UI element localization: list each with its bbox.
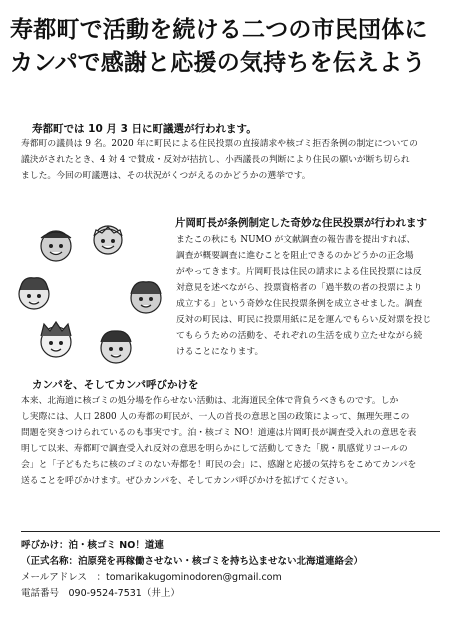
face-top-right (94, 226, 122, 254)
body-line: 議決がされたとき、4 対 4 で賛成・反対が拮抗し、小西議長の判断により住民の願いが断ち切られ (21, 155, 410, 165)
official-name: （正式名称：泊原発を再稼働させない・核ゴミを持ち込ませない北海道連絡会） (21, 556, 364, 567)
body-line: 寿都町の議員は 9 名。2020 年に町民による住民投票の直接請求や核ゴミ拒否条例の制定についての (21, 139, 418, 149)
section-heading-referendum: 片岡町長が条例制定した奇妙な住民投票が行われます (175, 217, 427, 229)
face-left (19, 278, 49, 309)
page-title (10, 14, 450, 80)
body-line: ました。今回の町議選は、その状況がくつがえるのかどうかの選挙です。 (21, 171, 311, 181)
section-body-election (21, 136, 446, 184)
section-body-referendum (176, 232, 446, 360)
face-right (131, 282, 161, 313)
children-faces-illustration (16, 224, 170, 370)
title-line-1: 寿都町で活動を続ける二つの市民団体に (10, 17, 428, 43)
body-line: けることになります。 (176, 347, 264, 357)
body-line: 問題を突きつけられているのも事実です。泊・核ゴミ NO！道連は片岡町長が調査受入れの意思を表 (21, 428, 417, 438)
email-address: メールアドレス ：tomarikakugominodoren@gmail.com (21, 572, 282, 583)
body-line: 送ることを呼びかけます。ぜひカンパを、そしてカンパ呼びかけを拡げてください。 (21, 476, 354, 486)
section-heading-election: 寿都町では 10 月 3 日に町議選が行われます。 (32, 123, 257, 135)
body-line: またこの秋にも NUMO が文献調査の報告書を提出すれば、 (176, 235, 416, 245)
face-top-left (41, 231, 71, 261)
body-line: がやってきます。片岡町長は住民の請求による住民投票には反 (176, 267, 422, 277)
body-line: 本来、北海道に核ゴミの処分場を作らせない活動は、北海道民全体で背負うべきものです。しか (21, 396, 399, 406)
section-body-donation (21, 393, 446, 489)
footer-divider (21, 531, 440, 532)
body-line: てもらうための活動を、それぞれの生活を成り立たせながら続 (176, 331, 423, 341)
body-line: 対意見を述べながら、投票資格者の「過半数の者の投票により (176, 283, 423, 293)
body-line: 調査が概要調査に進むことを阻止できるのかどうかの正念場 (176, 251, 414, 261)
contact-footer (21, 538, 441, 602)
phone-number: 電話番号 090-9524-7531（井上） (21, 588, 180, 599)
body-line: 明して以来、寿都町で調査受入れ反対の意思を明らかにして活動してきた「脱・肌感覚リコールの (21, 444, 408, 454)
face-bottom-left (41, 322, 71, 357)
face-bottom-right (101, 331, 131, 363)
title-line-2: カンパで感謝と応援の気持ちを伝えよう (10, 50, 426, 76)
body-line: 成立する」という奇妙な住民投票条例を成立させました。調査 (176, 299, 423, 309)
section-heading-donation: カンパを、そしてカンパ呼びかけを (32, 379, 199, 391)
body-line: 反対の町民は、町民に投票用紙に足を運んでもらい反対票を投じ (176, 315, 432, 325)
body-line: し実際には、人口 2800 人の寿都の町民が、一人の首長の意思と国の政策によって、無理矢理この (21, 412, 410, 422)
caller-organization: 呼びかけ：泊・核ゴミ NO！道連 (21, 540, 164, 551)
body-line: 会」と「子どもたちに核のゴミのない寿都を！町民の会」に、感謝と応援の気持ちをこめてカンパを (21, 460, 417, 470)
